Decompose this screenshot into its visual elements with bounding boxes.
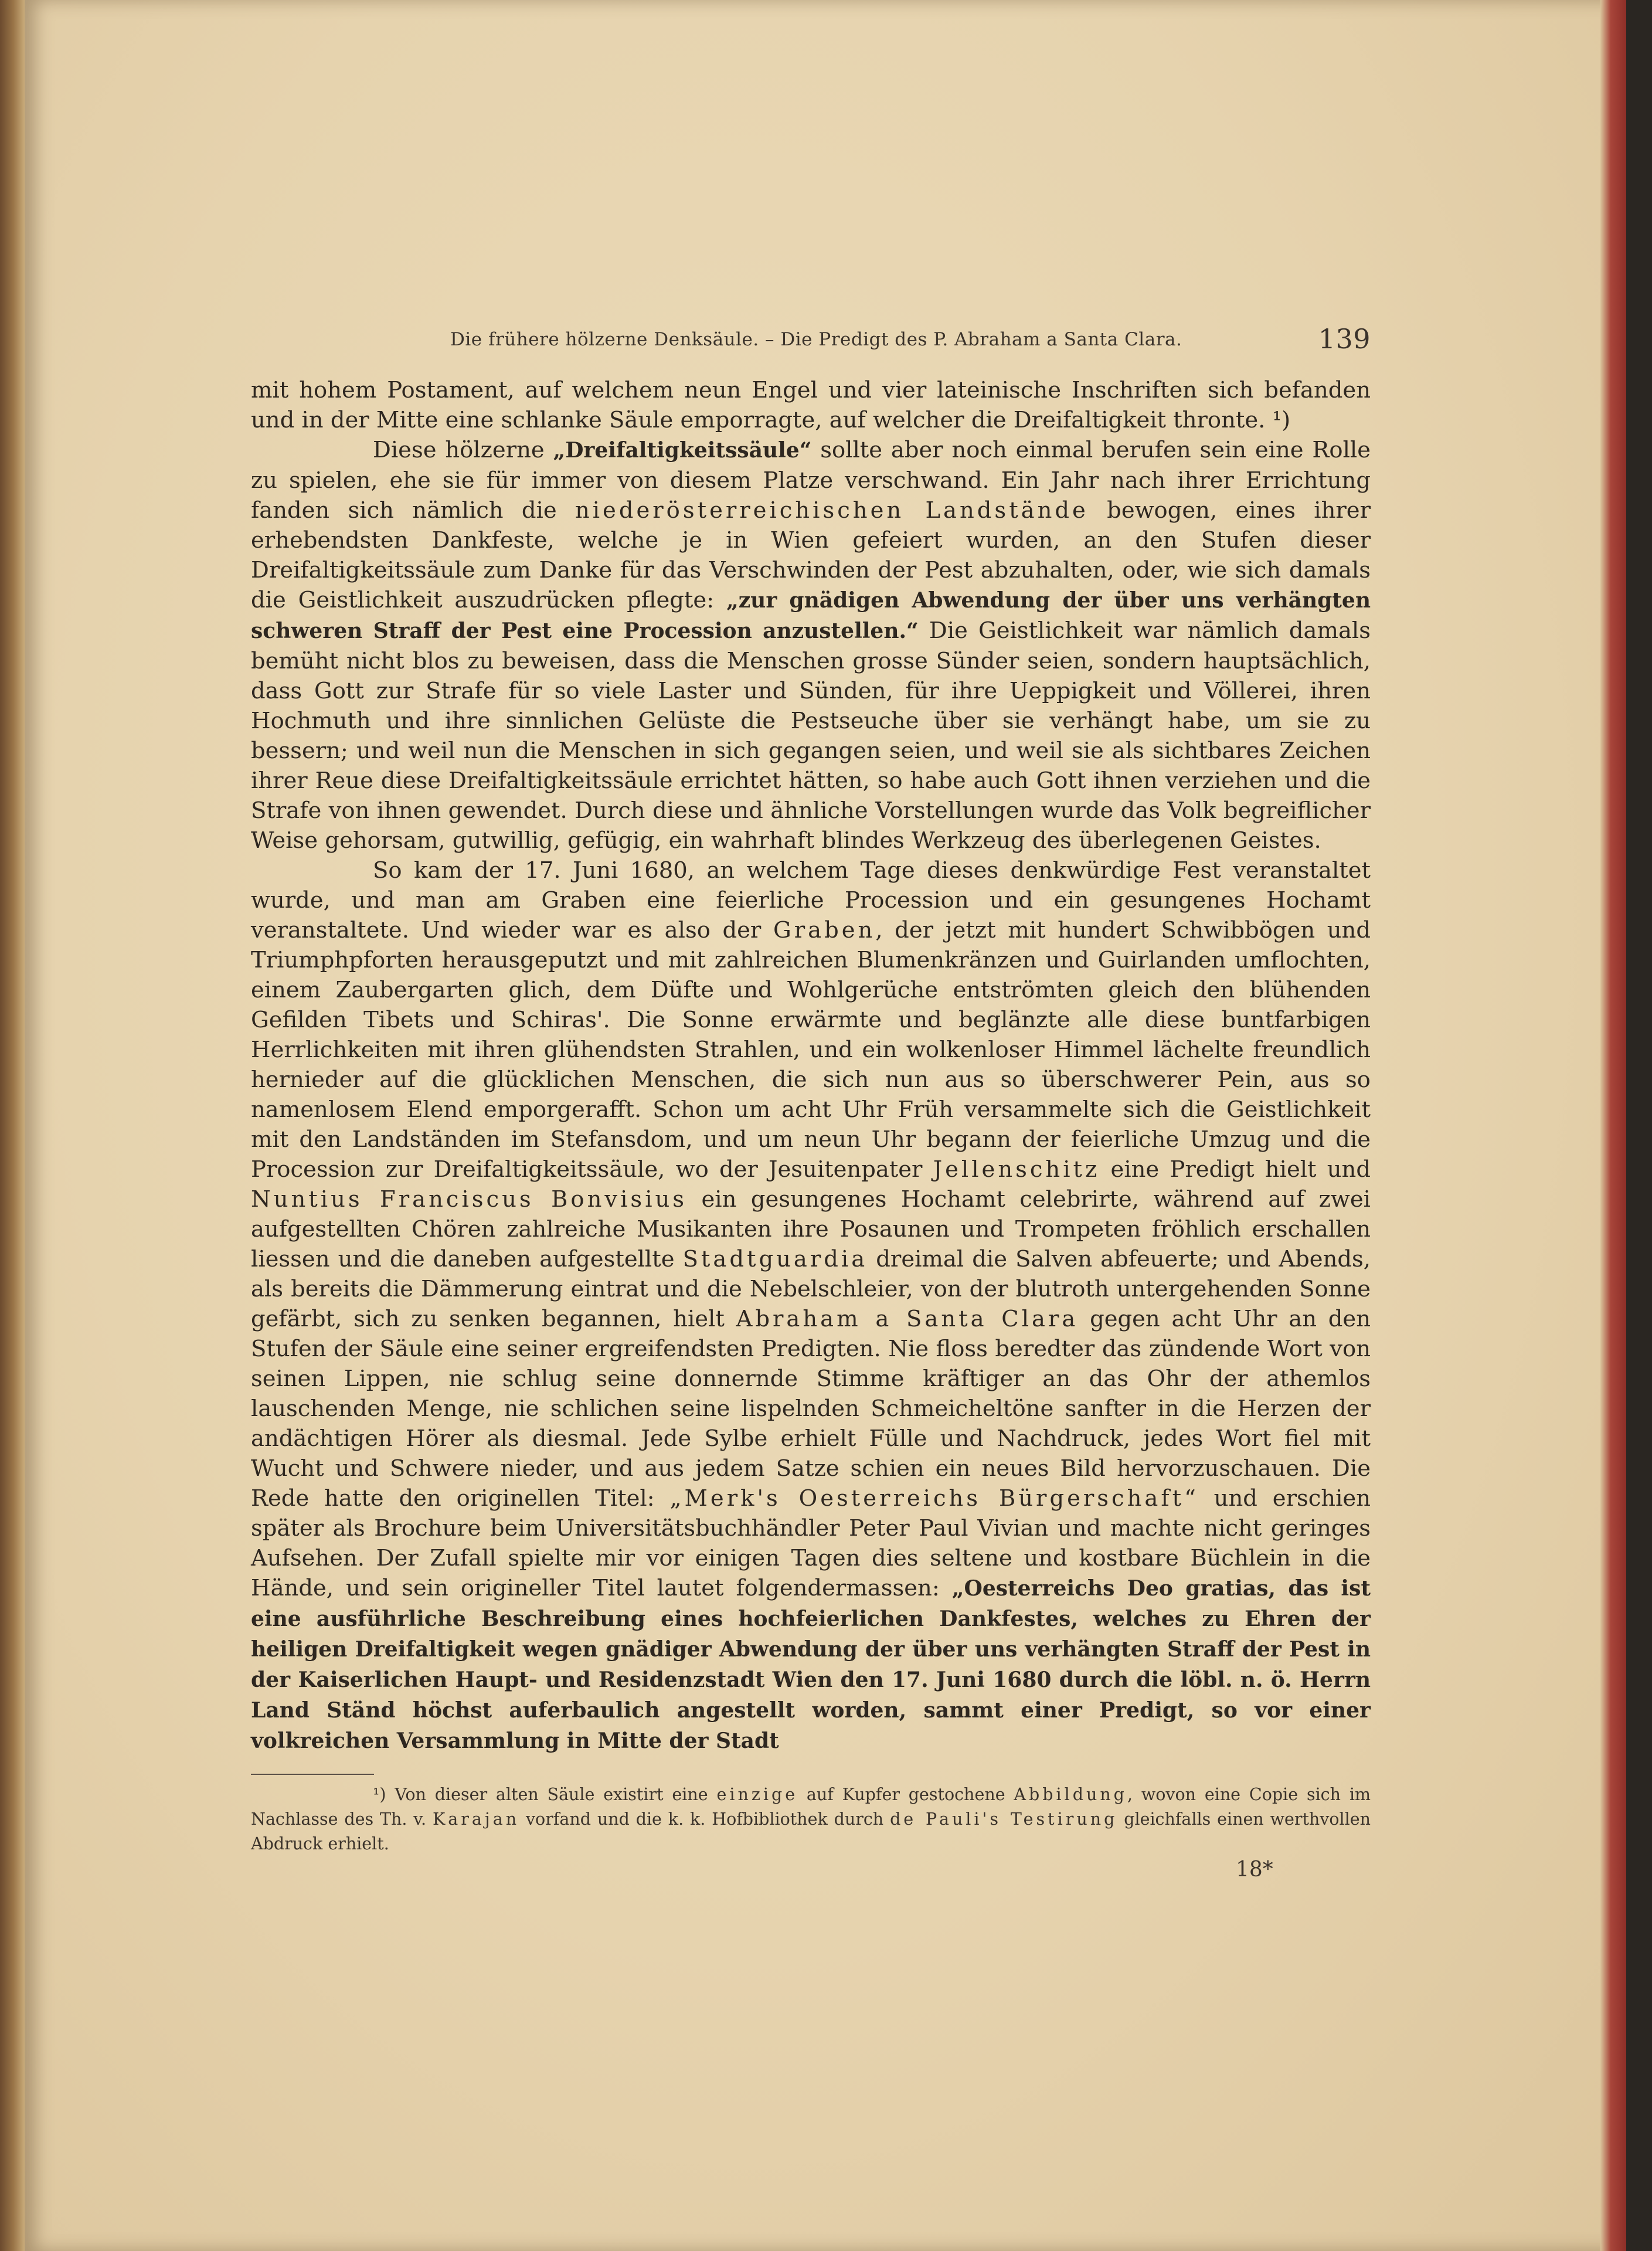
book-binding (0, 0, 25, 2251)
spaced-name: Nuntius Franciscus Bonvisius (251, 1186, 688, 1213)
printer-signature: 18* (1236, 1858, 1273, 1882)
spaced-name: Abraham a Santa Clara (736, 1306, 1079, 1332)
spaced-name: Karajan (432, 1809, 520, 1829)
spaced-name: Jellenschitz (933, 1156, 1100, 1183)
blackletter-quote: „zur gnädigen Abwendung der über uns verhängten schweren Straff der Pest eine Procession anzustellen.“ (251, 588, 1371, 643)
footnote-rule (251, 1774, 374, 1775)
spaced-term: Stadtguardia (682, 1246, 868, 1272)
text-run: und erschien später als Brochure beim Universitätsbuchhändler Peter Paul Vivian und machte nicht geringes Aufsehen. Der Zufall spielte mir vor einigen Tagen dies seltene und kostbare Büchlein in die Hände, und sein origineller Titel lautet folgendermassen: (251, 1485, 1371, 1601)
spaced-term: einzige (716, 1785, 798, 1804)
text-run: So kam der 17. Juni 1680, an welchem Tage dieses denkwürdige Fest veranstaltet wurde, und man am Graben eine feierliche Procession und ein gesungenes Hochamt veranstaltete. Und wieder war es also der (251, 857, 1371, 943)
red-page-edge (1600, 0, 1626, 2251)
blackletter-book-title: „Oesterreichs Deo gratias, das ist eine ausführliche Beschreibung eines hochfeierlichen Dankfestes, welches zu Ehren der heiligen Dreifaltigkeit wegen gnädiger Abwendung der über uns verhängten Straff der Pest in der Kaiserlichen Haupt- und Residenzstadt Wien den 17. Juni 1680 durch die löbl. n. ö. Herrn Land Ständ höchst auferbaulich angestellt worden, sammt einer Predigt, so vor einer volkreichen Versammlung in Mitte der Stadt (251, 1576, 1371, 1753)
paragraph-1: mit hohem Postament, auf welchem neun Engel und vier lateinische Inschriften sich befanden und in der Mitte eine schlanke Säule emporragte, auf welcher die Dreifaltigkeit thronte. ¹) (251, 377, 1371, 433)
spaced-title: „Merk's Oesterreichs Bürgerschaft“ (669, 1485, 1199, 1512)
paragraph-3 (251, 855, 1371, 1756)
page-number: 139 (1318, 323, 1371, 355)
footnote (251, 1783, 1371, 1856)
text-run: Die Geistlichkeit war nämlich damals bemüht nicht blos zu beweisen, dass die Menschen grosse Sünder seien, sondern hauptsächlich, dass Gott zur Strafe für so viele Laster und Sünden, für ihre Ueppigkeit und Völlerei, ihren Hochmuth und ihre sinnlichen Gelüste die Pestseuche über sie verhängt habe, um sie zu bessern; und weil nun die Menschen in sich gegangen seien, und weil sie als sichtbares Zeichen ihrer Reue diese Dreifaltigkeitssäule errichtet hätten, so habe auch Gott ihnen verziehen und die Strafe von ihnen gewendet. Durch diese und ähnliche Vorstellungen wurde das Volk begreiflicher Weise gehorsam, gutwillig, gefügig, ein wahrhaft blindes Werkzeug des überlegenen Geistes. (251, 617, 1371, 854)
text-run: auf Kupfer gestochene (798, 1785, 1014, 1804)
text-run: dreimal die Salven abfeuerte; und Abends, als bereits die Dämmerung eintrat und die Nebelschleier, von der blutroth untergehenden Sonne gefärbt, sich zu senken begannen, hielt (251, 1246, 1371, 1332)
spaced-term: niederösterreichischen Landstände (575, 497, 1089, 524)
text-run: Diese hölzerne (373, 437, 553, 463)
page-header (427, 323, 1371, 358)
text-run: ein gesungenes Hochamt celebrirte, während auf zwei aufgestellten Chören zahlreiche Musikanten ihre Posaunen und Trompeten fröhlich erschallen liessen und die daneben aufgestellte (251, 1186, 1371, 1272)
text-run: sollte aber noch einmal berufen sein eine Rolle zu spielen, ehe sie für immer von diesem Platze verschwand. Ein Jahr nach ihrer Errichtung fanden sich nämlich die (251, 437, 1371, 524)
text-run: gegen acht Uhr an den Stufen der Säule eine seiner ergreifendsten Predigten. Nie floss beredter das zündende Wort von seinen Lippen, nie schlug seine donnernde Stimme kräftiger an das Ohr der athemlos lauschenden Menge, nie schlichen seine lispelnden Schmeicheltöne sanfter in die Herzen der andächtigen Hörer als diesmal. Jede Sylbe erhielt Fülle und Nachdruck, jedes Wort fiel mit Wucht und Schwere nieder, und aus jedem Satze schien ein neues Bild hervorzuschauen. Die Rede hatte den originellen Titel: (251, 1306, 1371, 1512)
text-run: gleichfalls einen werthvollen Abdruck erhielt. (251, 1809, 1371, 1853)
text-run: , wovon eine Copie sich im Nachlasse des Th. v. (251, 1785, 1371, 1829)
spaced-name: de Pauli's Testirung (890, 1809, 1118, 1829)
body-text (251, 375, 1371, 1756)
spaced-term: Abbildung (1014, 1785, 1127, 1804)
running-title: Die frühere hölzerne Denksäule. – Die Predigt des P. Abraham a Santa Clara. (450, 329, 1182, 350)
text-run: vorfand und die k. k. Hofbibliothek durch (519, 1809, 890, 1829)
text-run: , der jetzt mit hundert Schwibbögen und Triumphpforten herausgeputzt und mit zahlreichen Blumenkränzen und Guirlanden umflochten, einem Zaubergarten glich, dem Düfte und Wohlgerüche entströmten gleich den blühenden Gefilden Tibets und Schiras'. Die Sonne erwärmte und beglänzte alle diese buntfarbigen Herrlichkeiten mit ihren glühendsten Strahlen, und ein wolkenloser Himmel lächelte freundlich hernieder auf die glücklichen Menschen, die sich nun aus so überschwerer Pein, aus so namenlosem Elend emporgerafft. Schon um acht Uhr Früh versammelte sich die Geistlichkeit mit den Landständen im Stefansdom, und um neun Uhr begann der feierliche Umzug und die Procession zur Dreifaltigkeitssäule, wo der Jesuitenpater (251, 917, 1371, 1183)
text-run: eine Predigt hielt und (1100, 1156, 1371, 1183)
spaced-term: Graben (773, 917, 876, 943)
paragraph-2 (251, 435, 1371, 855)
blackletter-term: „Dreifaltigkeitssäule“ (553, 438, 812, 463)
text-run: bewogen, eines ihrer erhebendsten Dankfeste, welche je in Wien gefeiert wurden, an den Stufen dieser Dreifaltigkeitssäule zum Danke für das Verschwinden der Pest abzuhalten, oder, wie sich damals die Geistlichkeit auszudrücken pflegte: (251, 497, 1371, 613)
text-run: ¹) Von dieser alten Säule existirt eine (373, 1785, 717, 1804)
